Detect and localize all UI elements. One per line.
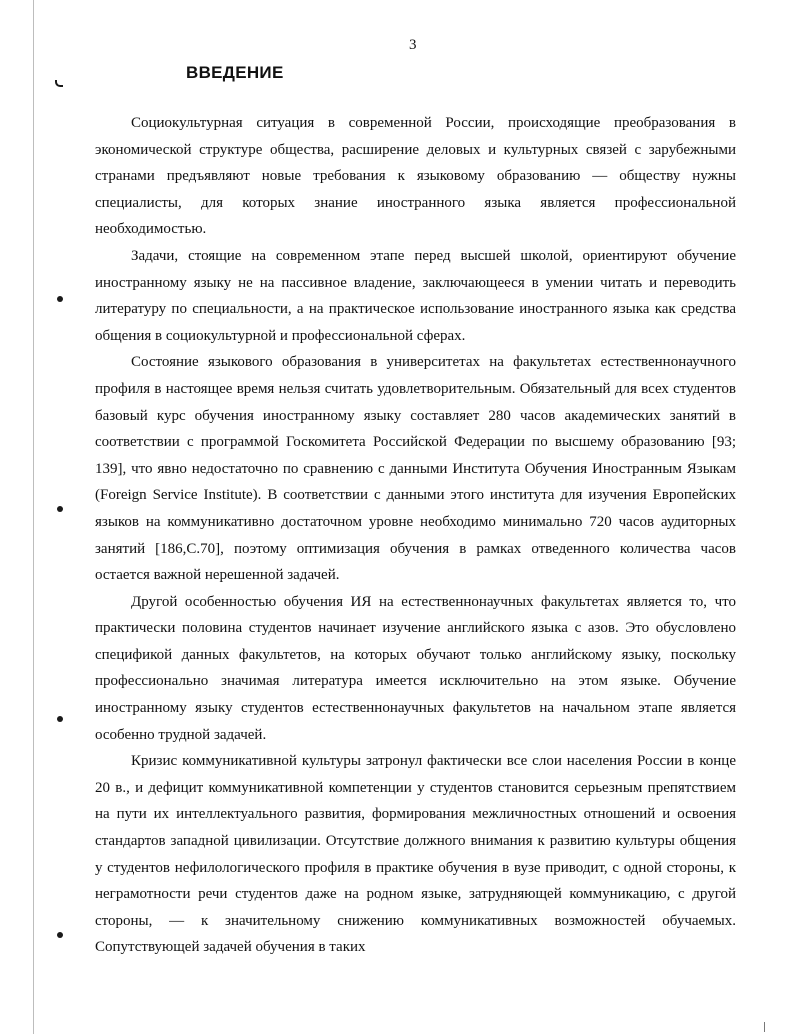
- paragraph-5: Кризис коммуникативной культуры затронул фактически все слои населения России в конце 20 в., и дефицит коммуникативной компетенции у студентов становится серьезным препятствием на пути их интеллектуального развития, формирования межличностных отношений и освоения стандартов западной цивилизации. Отсутствие должного внимания к развитию культуры общения у студентов нефилологического профиля в практике обучения в вузе приводит, с одной стороны, к неграмотности речи студентов даже на родном языке, затрудняющей коммуникацию, с другой стороны, — к значительному снижению коммуникативных возможностей обучаемых. Сопутствующей задачей обучения в таких: [95, 753, 736, 956]
- binding-hole-icon: [57, 296, 63, 302]
- binding-hole-icon: [57, 932, 63, 938]
- binding-hole-icon: [57, 506, 63, 512]
- scan-edge-mark: [764, 1022, 771, 1032]
- page-number: 3: [409, 37, 417, 53]
- section-heading: ВВЕДЕНИЕ: [186, 63, 284, 82]
- paragraph-1: Социокультурная ситуация в современной России, происходящие преобразования в экономической структуре общества, расширение деловых и культурных связей с зарубежными странами предъявляют новые требования к языковому образованию — обществу нужны специалисты, для которых знание иностранного языка является профессиональной необходимостью.: [95, 115, 736, 238]
- scan-edge-line: [33, 0, 34, 1034]
- scan-mark-icon: [55, 80, 63, 87]
- paragraph-4: Другой особенностью обучения ИЯ на естественнонаучных факультетах является то, что практически половина студентов начинает изучение английского языка с азов. Это обусловлено спецификой данных факультетов, на которых обучают только английскому языку, поскольку профессионально значимая литература имеется исключительно на этом языке. Обучение иностранному языку студентов естественнонаучных факультетов на начальном этапе является особенно трудной задачей.: [95, 593, 736, 743]
- paragraph-3: Состояние языкового образования в университетах на факультетах естественнонаучного профиля в настоящее время нельзя считать удовлетворительным. Обязательный для всех студентов базовый курс обучения иностранному языку составляет 280 часов академических занятий в соответствии с программой Госкомитета Российской Федерации по высшему образованию [93; 139], что явно недостаточно по сравнению с данными Института Обучения Иностранным Языкам (Foreign Service Institute). В соответствии с данными этого института для изучения Европейских языков на коммуникативно достаточном уровне необходимо минимально 720 часов аудиторных занятий [186,С.70], поэтому оптимизация обучения в рамках отведенного количества часов остается важной нерешенной задачей.: [95, 354, 736, 584]
- binding-hole-icon: [57, 716, 63, 722]
- body-text: [95, 110, 736, 961]
- paragraph-2: Задачи, стоящие на современном этапе перед высшей школой, ориентируют обучение иностранному языку не на пассивное владение, заключающееся в умении читать и переводить литературу по специальности, а на практическое использование иностранного языка как средства общения в социокультурной и профессиональной сферах.: [95, 247, 736, 344]
